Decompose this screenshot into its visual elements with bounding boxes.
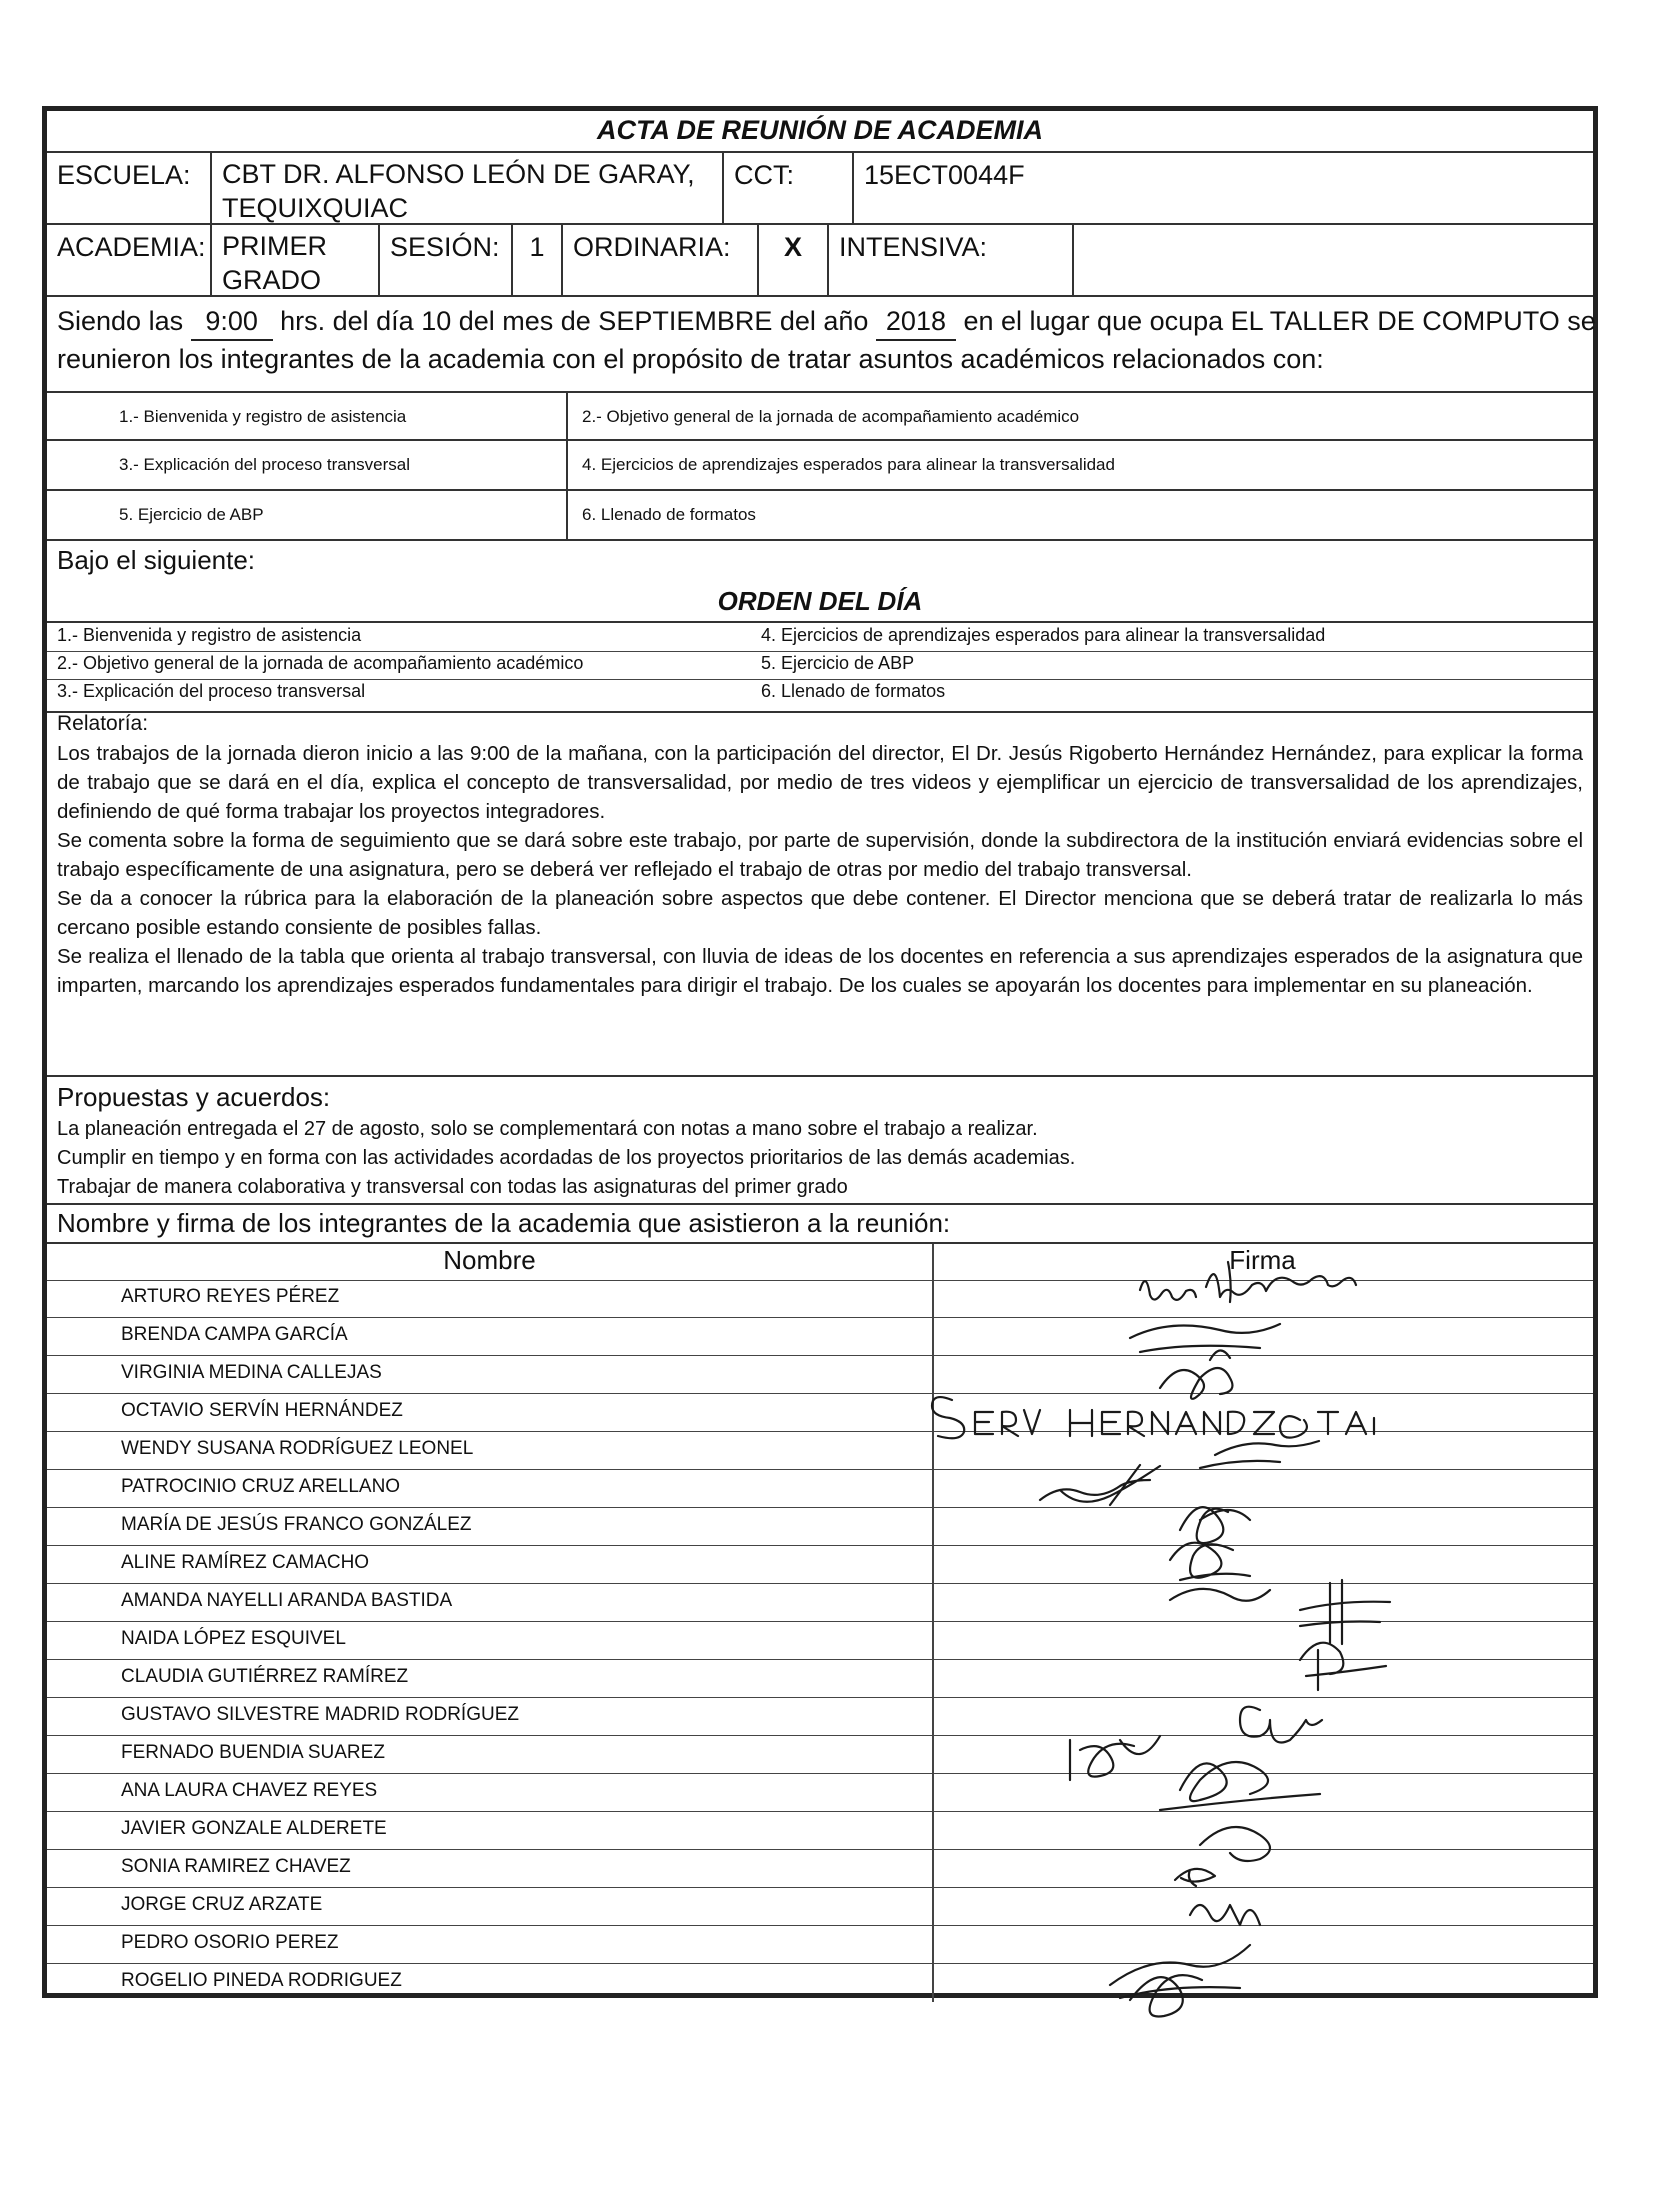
orden-item-5: 5. Ejercicio de ABP [761, 653, 915, 673]
signature-16 [1175, 1869, 1215, 1886]
col-firma-header: Firma [1229, 1245, 1296, 1275]
relatoria-paragraph: Se da a conocer la rúbrica para la elaboración de la planeación sobre aspectos que debe contener. El Director menciona que se deberá tratar de realizarla lo más cercano posible estando consiente de posibles fallas. [57, 887, 1583, 939]
topic-5: 5. Ejercicio de ABP [47, 491, 568, 539]
member-name: SONIA RAMIREZ CHAVEZ [121, 1856, 351, 1877]
member-name: GUSTAVO SILVESTRE MADRID RODRÍGUEZ [121, 1704, 519, 1725]
signature-8 [1170, 1543, 1250, 1580]
topic-1: 1.- Bienvenida y registro de asistencia [47, 393, 568, 439]
intro-anio: 2018 [876, 303, 956, 341]
member-name: MARÍA DE JESÚS FRANCO GONZÁLEZ [121, 1514, 472, 1535]
signature-4 [932, 1397, 1374, 1438]
orden-item-6: 6. Llenado de formatos [761, 681, 946, 701]
member-name: ALINE RAMÍREZ CAMACHO [121, 1552, 370, 1573]
member-name: ROGELIO PINEDA RODRIGUEZ [121, 1970, 402, 1991]
member-name: ARTURO REYES PÉREZ [121, 1286, 340, 1307]
document-title: ACTA DE REUNIÓN DE ACADEMIA [596, 115, 1043, 145]
member-name: BRENDA CAMPA GARCÍA [121, 1324, 348, 1345]
topic-4: 4. Ejercicios de aprendizajes esperados para alinear la transversalidad [582, 455, 1115, 474]
relatoria-paragraph: Se comenta sobre la forma de seguimiento que se dará sobre este trabajo, por parte de supervisión, donde la subdirectora de la institución enviará evidencias sobre el trabajo específicamente de una asignatura, pero se deberá ver reflejado el trabajo de otras por medio del trabajo transversal. [57, 829, 1583, 881]
member-name: PATROCINIO CRUZ ARELLANO [121, 1476, 401, 1497]
member-name: JAVIER GONZALE ALDERETE [121, 1818, 387, 1839]
escuela-value-line1: CBT DR. ALFONSO LEÓN DE GARAY, [222, 159, 695, 189]
signature-9 [1170, 1589, 1270, 1601]
firmas-label: Nombre y firma de los integrantes de la academia que asistieron a la reunión: [57, 1208, 951, 1238]
cct-label: CCT: [724, 153, 854, 223]
intro-line2: reunieron los integrantes de la academia con el propósito de tratar asuntos académicos relacionados con: [57, 344, 1324, 374]
signature-14 [1160, 1762, 1320, 1810]
academia-label: ACADEMIA: [47, 225, 212, 295]
propuesta-item: Cumplir en tiempo y en forma con las actividades acordadas de los proyectos prioritarios de las demás academias. [57, 1147, 1076, 1169]
member-name: NAIDA LÓPEZ ESQUIVEL [121, 1628, 346, 1649]
member-name: WENDY SUSANA RODRÍGUEZ LEONEL [121, 1438, 474, 1459]
signature-19 [1130, 1975, 1202, 2016]
intro-hora: 9:00 [191, 303, 273, 341]
signature-6 [1040, 1465, 1160, 1505]
academia-value-line1: PRIMER [222, 231, 328, 261]
member-name: PEDRO OSORIO PEREZ [121, 1932, 339, 1953]
propuestas-label: Propuestas y acuerdos: [57, 1082, 331, 1112]
signature-1 [1140, 1274, 1356, 1300]
relatoria-paragraph: Los trabajos de la jornada dieron inicio a las 9:00 de la mañana, con la participación del director, El Dr. Jesús Rigoberto Hernández Hernández, para explicar la forma de trabajo que se dará en el día, explica el concepto de transversalidad, por medio de tres videos y ejemplificar un ejercicio de transversalidad de los aprendizajes, definiendo de qué forma trabajar los proyectos integradores. [57, 742, 1583, 823]
intro-text-2: hrs. del día 10 del mes de SEPTIEMBRE del año [280, 306, 869, 336]
academia-value-line2: GRADO [222, 265, 322, 295]
orden-item-2: 2.- Objetivo general de la jornada de acompañamiento académico [57, 653, 584, 673]
bajo-label: Bajo el siguiente: [57, 545, 256, 575]
signature-11 [1300, 1643, 1386, 1690]
escuela-label: ESCUELA: [47, 153, 212, 223]
orden-item-4: 4. Ejercicios de aprendizajes esperados para alinear la transversalidad [761, 625, 1326, 645]
col-nombre-header: Nombre [443, 1245, 536, 1275]
signature-17 [1190, 1905, 1260, 1925]
intro-text-3: en el lugar que ocupa EL TALLER DE COMPUTO se [963, 306, 1596, 336]
member-name: ANA LAURA CHAVEZ REYES [121, 1780, 378, 1801]
propuesta-item: Trabajar de manera colaborativa y transversal con todas las asignaturas del primer grado [57, 1176, 848, 1198]
member-name: AMANDA NAYELLI ARANDA BASTIDA [121, 1590, 453, 1611]
escuela-value-line2: TEQUIXQUIAC [222, 193, 409, 223]
intensiva-label: INTENSIVA: [829, 225, 1074, 295]
sesion-value: 1 [513, 225, 563, 295]
orden-item-1: 1.- Bienvenida y registro de asistencia [57, 625, 362, 645]
signature-5 [1200, 1441, 1319, 1468]
member-name: JORGE CRUZ ARZATE [121, 1894, 323, 1915]
topic-6: 6. Llenado de formatos [582, 505, 756, 524]
member-name: VIRGINIA MEDINA CALLEJAS [121, 1362, 382, 1383]
topic-3: 3.- Explicación del proceso transversal [47, 441, 568, 489]
signature-12 [1240, 1707, 1322, 1743]
ordinaria-value: X [759, 225, 829, 295]
relatoria-paragraph: Se realiza el llenado de la tabla que orienta al trabajo transversal, con lluvia de ideas de los docentes en referencia a sus aprendizajes esperados de la asignatura que imparten, marcando los aprendizajes esperados fundamentales para dirigir el trabajo. De los cuales se apoyarán los docentes para implementar en su planeación. [57, 945, 1583, 997]
ordinaria-label: ORDINARIA: [563, 225, 759, 295]
signature-15 [1200, 1827, 1270, 1861]
relatoria-label: Relatoría: [57, 712, 149, 735]
propuesta-item: La planeación entregada el 27 de agosto, solo se complementará con notas a mano sobre el trabajo a realizar. [57, 1118, 1038, 1140]
topic-2: 2.- Objetivo general de la jornada de acompañamiento académico [582, 407, 1080, 426]
member-name: CLAUDIA GUTIÉRREZ RAMÍREZ [121, 1666, 409, 1687]
intro-text-1: Siendo las [57, 306, 184, 336]
signature-7 [1180, 1507, 1250, 1543]
signature-13 [1070, 1736, 1160, 1780]
signature-3 [1160, 1350, 1232, 1398]
sesion-label: SESIÓN: [380, 225, 513, 295]
orden-title: ORDEN DEL DÍA [717, 586, 923, 616]
member-name: FERNADO BUENDIA SUAREZ [121, 1742, 385, 1763]
signature-10 [1300, 1580, 1390, 1644]
orden-item-3: 3.- Explicación del proceso transversal [57, 681, 366, 701]
member-name: OCTAVIO SERVÍN HERNÁNDEZ [121, 1400, 403, 1421]
cct-value: 15ECT0044F [864, 160, 1025, 190]
signature-2 [1130, 1324, 1280, 1352]
